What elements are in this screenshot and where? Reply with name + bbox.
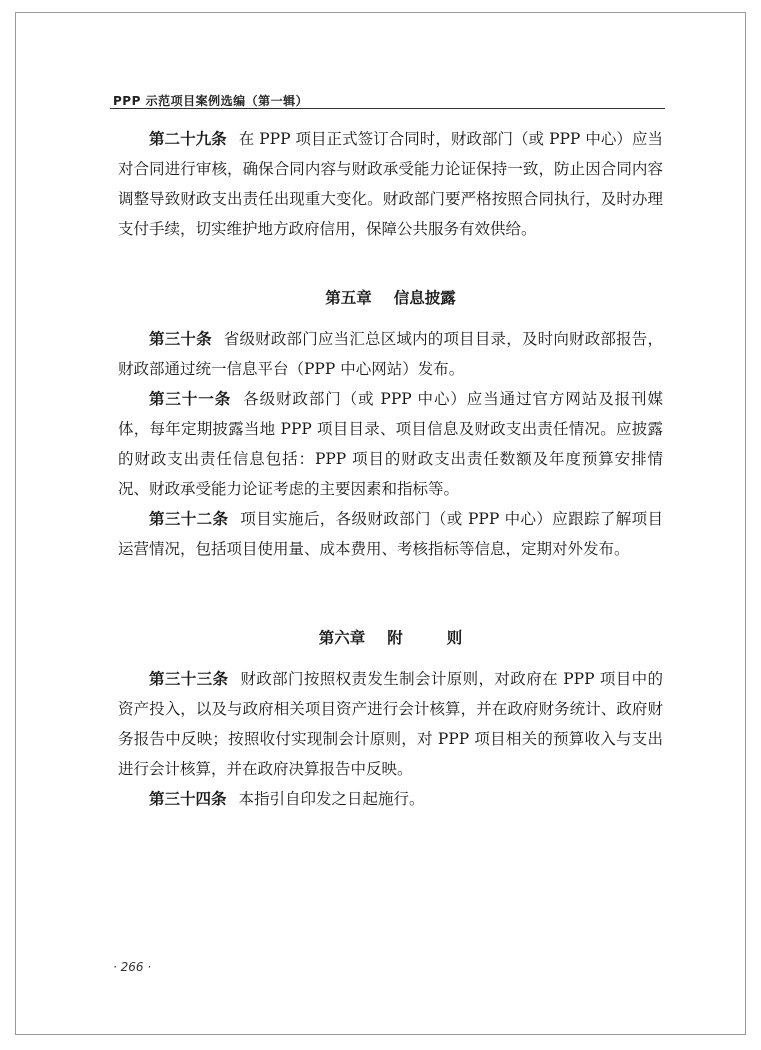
chapter-6-body (118, 664, 663, 814)
article-label: 第三十二条 (149, 510, 229, 528)
chapter-number: 第六章 (318, 629, 366, 647)
header-rule (110, 108, 665, 109)
chapter-title-part: 附 (387, 629, 403, 647)
article-34 (118, 784, 663, 814)
article-text: 在 PPP 项目正式签订合同时，财政部门（或 PPP 中心）应当对合同进行审核，确保合同内容与财政承受能力论证保持一致，防止因合同内容调整导致财政支出责任出现重大变化。财政部门要严格按照合同执行，及时办理支付手续，切实维护地方政府信用，保障公共服务有效供给。 (118, 130, 663, 238)
article-label: 第三十条 (149, 330, 212, 348)
article-text: 财政部门按照权责发生制会计原则，对政府在 PPP 项目中的资产投入，以及与政府相关项目资产进行会计核算，并在政府财务统计、政府财务报告中反映；按照收付实现制会计原则，对 PPP 项目相关的预算收入与支出进行会计核算，并在政府决算报告中反映。 (118, 670, 663, 778)
article-30 (118, 324, 663, 384)
article-label: 第三十一条 (149, 390, 232, 408)
article-32 (118, 504, 663, 564)
chapter-heading (118, 286, 663, 308)
article-text: 省级财政部门应当汇总区域内的项目目录，及时向财政部报告，财政部通过统一信息平台（PPP 中心网站）发布。 (118, 330, 663, 378)
chapter-title-part: 则 (446, 629, 463, 647)
article-31 (118, 384, 663, 504)
article-33 (118, 664, 663, 784)
article-label: 第二十九条 (149, 130, 227, 148)
article-text: 本指引自印发之日起施行。 (238, 790, 425, 808)
article-29 (118, 124, 663, 244)
article-text: 各级财政部门（或 PPP 中心）应当通过官方网站及报刊媒体，每年定期披露当地 PPP 项目目录、项目信息及财政支出责任情况。应披露的财政支出责任信息包括：PPP 项目的财政支出责任数额及年度预算安排情况、财政承受能力论证考虑的主要因素和指标等。 (118, 390, 663, 498)
chapter-5-body (118, 324, 663, 564)
chapter-title: 信息披露 (393, 289, 456, 307)
running-header: PPP 示范项目案例选编（第一辑） (113, 94, 309, 108)
chapter-heading (118, 626, 663, 648)
article-label: 第三十四条 (149, 790, 227, 808)
article-text: 项目实施后，各级财政部门（或 PPP 中心）应跟踪了解项目运营情况，包括项目使用量、成本费用、考核指标等信息，定期对外发布。 (118, 510, 663, 558)
page-number: · 266 · (113, 960, 152, 974)
article-label: 第三十三条 (149, 670, 229, 688)
chapter-number: 第五章 (325, 289, 372, 307)
